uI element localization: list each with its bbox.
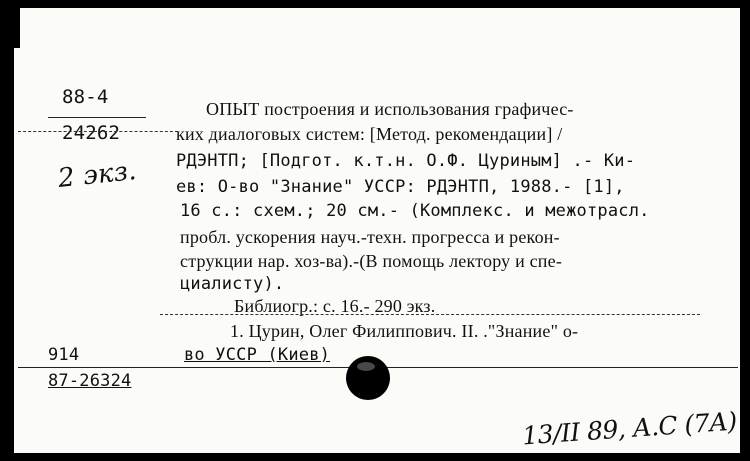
body-line-6: пробл. ускорения науч.-техн. прогресса и рекон-: [180, 227, 560, 247]
card-edge-mark: [14, 8, 20, 48]
class-number-top: 88-4: [62, 86, 109, 108]
punch-hole: [346, 356, 390, 400]
body-line-7: струкции нар. хоз-ва).-(В помощь лектору и спе-: [180, 251, 563, 271]
card-border-right: [740, 0, 750, 461]
body-line-3: РДЭНТП; [Подгот. к.т.н. О.Ф. Цуриным] .- Ки-: [176, 151, 636, 171]
tracing-entry-2: во УССР (Киев): [184, 345, 331, 365]
handwritten-stamp: 13/II 89, А.С (7А): [521, 406, 738, 451]
card-border-bottom: [0, 453, 750, 461]
class-number-bottom: 24262: [62, 122, 121, 144]
body-line-4: ев: О-во "Знание" УССР: РДЭНТП, 1988.- [1],: [176, 177, 625, 197]
body-line-5: 16 с.: схем.; 20 см.- (Комплекс. и межотрасл.: [180, 201, 650, 221]
card-border-top: [0, 0, 750, 8]
handwritten-copies-note: 2 экз.: [56, 155, 138, 195]
dashed-guide-1: [18, 131, 178, 132]
body-line-8: циалисту).: [180, 274, 285, 294]
body-line-2: ких диалоговых систем: [Метод. рекомендации] /: [176, 124, 563, 144]
code-914: 914: [48, 345, 80, 365]
tracing-entry-1: 1. Цурин, Олег Филиппович. II. ."Знание" о-: [230, 321, 579, 341]
accession-number: 87-26324: [48, 371, 132, 391]
class-divider: [48, 117, 146, 118]
card-border-left: [0, 0, 14, 461]
body-line-1: ОПЫТ построения и использования графичес-: [206, 99, 574, 119]
bibliography-line: Библиогр.: с. 16.- 290 экз.: [234, 296, 436, 316]
dashed-guide-2: [160, 314, 700, 315]
